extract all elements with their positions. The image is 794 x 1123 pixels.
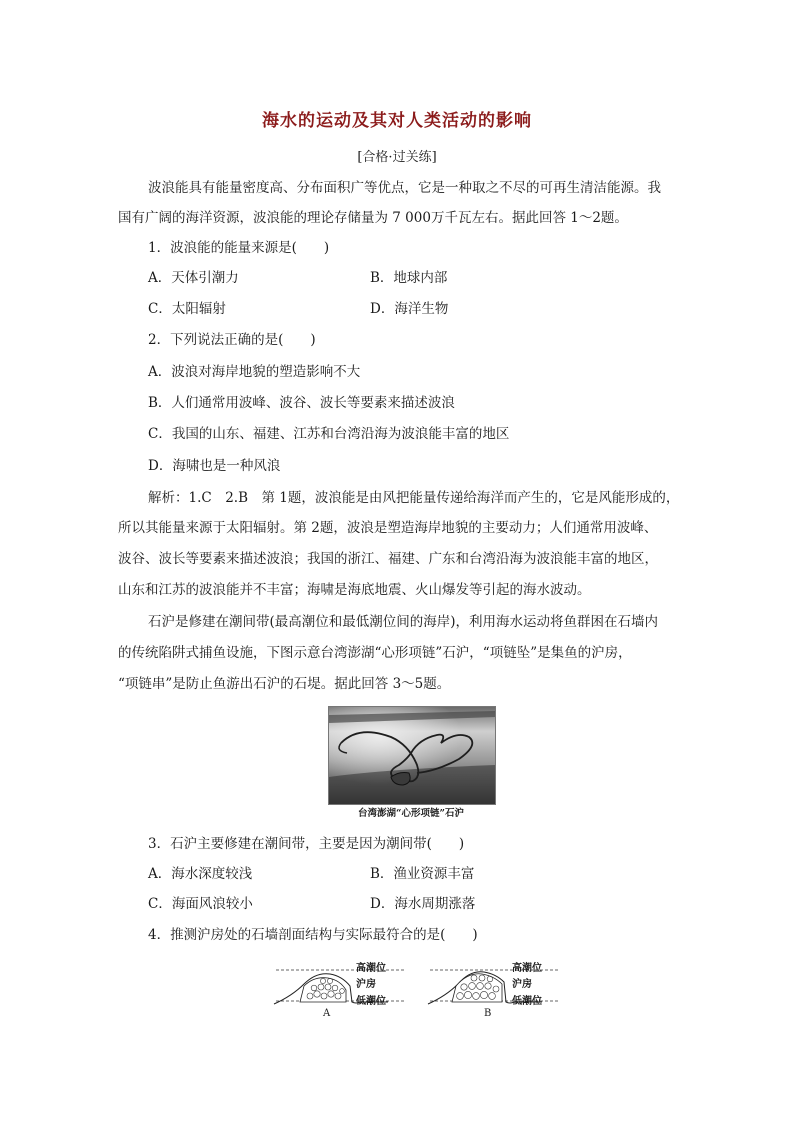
- intro2-line1: 石沪是修建在潮间带(最高潮位和最低潮位间的海岸)，利用海水运动将鱼群困在石墙内: [148, 614, 659, 630]
- diagram-a-letter: A: [323, 1008, 331, 1019]
- q3-option-a: A．海水深度较浅: [148, 866, 253, 882]
- q1-stem: 1．波浪能的能量来源是( ): [148, 240, 330, 256]
- q4-stem: 4．推测沪房处的石墙剖面结构与实际最符合的是( ): [148, 927, 478, 943]
- q2-option-b: B．人们通常用波峰、波谷、波长等要素来描述波浪: [148, 395, 455, 411]
- intro1-line2: 国有广阔的海洋资源，波浪能的理论存储量为 7 000万千瓦左右。据此回答 1～2题。: [118, 210, 628, 226]
- analysis-line4: 山东和江苏的波浪能并不丰富；海啸是海底地震、火山爆发等引起的海水波动。: [118, 582, 591, 598]
- q2-option-d: D．海啸也是一种风浪: [148, 458, 281, 474]
- q2-option-a: A．波浪对海岸地貌的塑造影响不大: [148, 364, 361, 380]
- q3-option-b: B．渔业资源丰富: [370, 866, 475, 882]
- diagram-b-low-tide-label: 低潮位: [512, 996, 542, 1007]
- intro2-line3: “项链串”是防止鱼游出石沪的石堤。据此回答 3～5题。: [118, 676, 451, 692]
- q3-option-d: D．海水周期涨落: [370, 896, 476, 912]
- q1-option-c: C．太阳辐射: [148, 301, 226, 317]
- wall-profile-diagram-a: [270, 956, 410, 1020]
- page-title: 海水的运动及其对人类活动的影响: [262, 111, 532, 131]
- q1-option-d: D．海洋生物: [370, 301, 449, 317]
- diagram-b-letter: B: [484, 1008, 492, 1019]
- stone-weir-photo: [328, 706, 496, 805]
- q1-option-b: B．地球内部: [370, 270, 448, 286]
- diagram-b-room-label: 沪房: [512, 979, 532, 990]
- diagram-a-high-tide-label: 高潮位: [356, 963, 386, 974]
- diagram-a-low-tide-label: 低潮位: [356, 996, 386, 1007]
- wall-profile-diagram-b: [424, 956, 564, 1020]
- intro1-line1: 波浪能具有能量密度高、分布面积广等优点，它是一种取之不尽的可再生清洁能源。我: [148, 180, 661, 196]
- analysis-line2: 所以其能量来源于太阳辐射。第 2题，波浪是塑造海岸地貌的主要动力；人们通常用波峰、: [118, 520, 658, 536]
- analysis-line1: 解析：1.C 2.B 第 1题，波浪能是由风把能量传递给海洋而产生的，它是风能形成的，: [148, 490, 680, 506]
- q3-stem: 3．石沪主要修建在潮间带，主要是因为潮间带( ): [148, 836, 465, 852]
- photo-caption: 台湾澎湖“心形项链”石沪: [358, 808, 464, 819]
- intro2-line2: 的传统陷阱式捕鱼设施，下图示意台湾澎湖“心形项链”石沪，“项链坠”是集鱼的沪房，: [118, 645, 632, 661]
- section-subtitle: [合格·过关练]: [357, 150, 437, 165]
- analysis-line3: 波谷、波长等要素来描述波浪；我国的浙江、福建、广东和台湾沿海为波浪能丰富的地区，: [118, 551, 658, 567]
- q1-option-a: A．天体引潮力: [148, 270, 239, 286]
- diagram-b-high-tide-label: 高潮位: [512, 963, 542, 974]
- q2-option-c: C．我国的山东、福建、江苏和台湾沿海为波浪能丰富的地区: [148, 426, 510, 442]
- diagram-a-room-label: 沪房: [356, 979, 376, 990]
- q3-option-c: C．海面风浪较小: [148, 896, 253, 912]
- q2-stem: 2．下列说法正确的是( ): [148, 332, 316, 348]
